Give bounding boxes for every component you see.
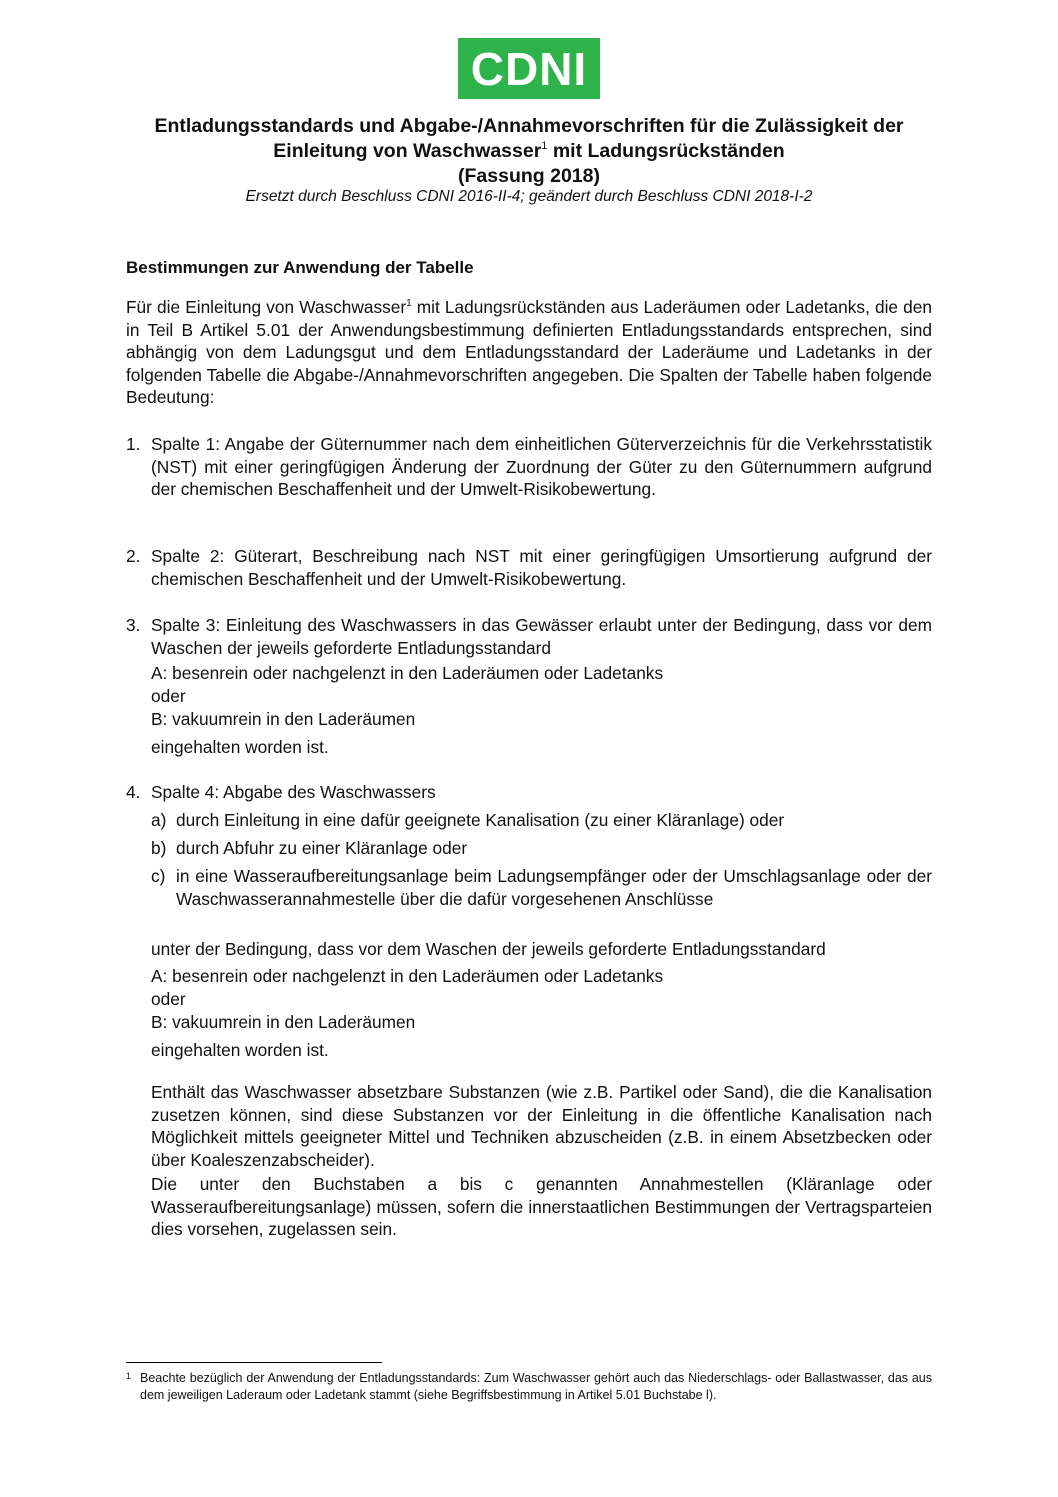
list-item-4 — [126, 781, 932, 804]
document-title — [60, 114, 998, 189]
item3-or: oder — [151, 686, 186, 706]
sub-item-text: durch Abfuhr zu einer Kläranlage oder — [176, 838, 468, 858]
footnote-mark: 1 — [126, 1371, 132, 1381]
footnote-text: Beachte bezüglich der Anwendung der Entladungsstandards: Zum Waschwasser gehört auch das Niederschlags- oder Ballastwasser, das aus dem jeweiligen Laderaum oder Ladetank stammt (siehe Begriffsbestimmung in Artikel 5.01 Buchstabe l). — [140, 1371, 932, 1402]
list-item-text: Spalte 4: Abgabe des Waschwassers — [151, 782, 436, 802]
item4-standard-a: A: besenrein oder nachgelenzt in den Laderäumen oder Ladetanks — [151, 966, 664, 986]
title-line-2 — [60, 139, 998, 164]
logo-text: CDNI — [470, 42, 588, 95]
list-item-2 — [126, 545, 932, 590]
list-item-number: 1. — [126, 434, 141, 454]
item4-standard-b: B: vakuumrein in den Laderäumen — [151, 1012, 416, 1032]
title-footnote-ref: 1 — [541, 140, 548, 152]
intro-paragraph — [126, 296, 932, 409]
sub-item-c — [151, 865, 932, 910]
sub-item-label: a) — [151, 810, 167, 830]
document-subtitle: Ersetzt durch Beschluss CDNI 2016-II-4; geändert durch Beschluss CDNI 2018-I-2 — [245, 188, 813, 205]
closing-paragraph-1: Enthält das Waschwasser absetzbare Substanzen (wie z.B. Partikel oder Sand), die die Kanalisation zusetzen können, sind diese Substanzen vor der Einleitung in die öffentliche Kanalisation nach Möglichkeit mittels geeigneter Mittel und Techniken abzuscheiden (z.B. in einem Absetzbecken oder über Koaleszenzabscheider). — [151, 1082, 932, 1170]
list-item-number: 2. — [126, 546, 141, 566]
title-line-1: Entladungsstandards und Abgabe-/Annahmevorschriften für die Zulässigkeit der — [154, 115, 904, 137]
list-item-number: 4. — [126, 782, 141, 802]
section-heading: Bestimmungen zur Anwendung der Tabelle — [126, 258, 474, 277]
cdni-logo — [458, 38, 600, 99]
list-item-1 — [126, 433, 932, 501]
item4-condition: unter der Bedingung, dass vor dem Waschen der jeweils geforderte Entladungsstandard — [151, 939, 826, 959]
item3-standard-a: A: besenrein oder nachgelenzt in den Laderäumen oder Ladetanks — [151, 663, 664, 683]
intro-part-1: Für die Einleitung von Waschwasser — [126, 297, 407, 317]
list-item-number: 3. — [126, 615, 141, 635]
item4-or: oder — [151, 989, 186, 1009]
list-item-text: Spalte 3: Einleitung des Waschwassers in das Gewässer erlaubt unter der Bedingung, dass vor dem Waschen der jeweils geforderte Entladungsstandard — [151, 615, 932, 658]
footnote — [126, 1370, 932, 1404]
title-line-3: (Fassung 2018) — [458, 165, 600, 187]
intro-footnote-ref: 1 — [406, 298, 412, 309]
sub-item-text: durch Einleitung in eine dafür geeignete Kanalisation (zu einer Kläranlage) oder — [176, 810, 785, 830]
list-item-3 — [126, 614, 932, 659]
sub-item-a — [151, 809, 932, 832]
list-item-text: Spalte 1: Angabe der Güternummer nach dem einheitlichen Güterverzeichnis für die Verkehrsstatistik (NST) mit einer geringfügigen Änderung der Zuordnung der Güter zu den Güternummern aufgrund der chemischen Beschaffenheit und der Umwelt-Risikobewertung. — [151, 434, 932, 499]
title-line-2-a: Einleitung von Waschwasser — [273, 140, 542, 162]
item4-end: eingehalten worden ist. — [151, 1040, 329, 1060]
footnote-divider — [126, 1362, 382, 1363]
closing-paragraph-2: Die unter den Buchstaben a bis c genannten Annahmestellen (Kläranlage oder Wasseraufbereitungsanlage) müssen, sofern die innerstaatlichen Bestimmungen der Vertragsparteien dies vorsehen, zugelassen sein. — [151, 1174, 932, 1239]
sub-item-text: in eine Wasseraufbereitungsanlage beim Ladungsempfänger oder der Umschlagsanlage oder der Waschwasserannahmestelle über die dafür vorgesehenen Anschlüsse — [176, 866, 932, 909]
item3-standard-b: B: vakuumrein in den Laderäumen — [151, 709, 416, 729]
sub-item-label: b) — [151, 838, 167, 858]
sub-item-label: c) — [151, 866, 166, 886]
title-line-2-b: mit Ladungsrückständen — [547, 140, 785, 162]
sub-item-b — [151, 837, 932, 860]
intro-part-2: mit Ladungsrückständen aus Laderäumen oder Ladetanks, die den in Teil B Artikel 5.01 der Anwendungsbestimmung definierten Entladungsstandards entsprechen, sind abhängig von dem Ladungsgut und dem Entladungsstandard der Laderäume und Ladetanks in der folgenden Tabelle die Abgabe-/Annahmevorschriften angegeben. Die Spalten der Tabelle haben folgende Bedeutung: — [126, 297, 932, 407]
item3-end: eingehalten worden ist. — [151, 737, 329, 757]
list-item-text: Spalte 2: Güterart, Beschreibung nach NST mit einer geringfügigen Umsortierung aufgrund der chemischen Beschaffenheit und der Umwelt-Risikobewertung. — [151, 546, 932, 589]
